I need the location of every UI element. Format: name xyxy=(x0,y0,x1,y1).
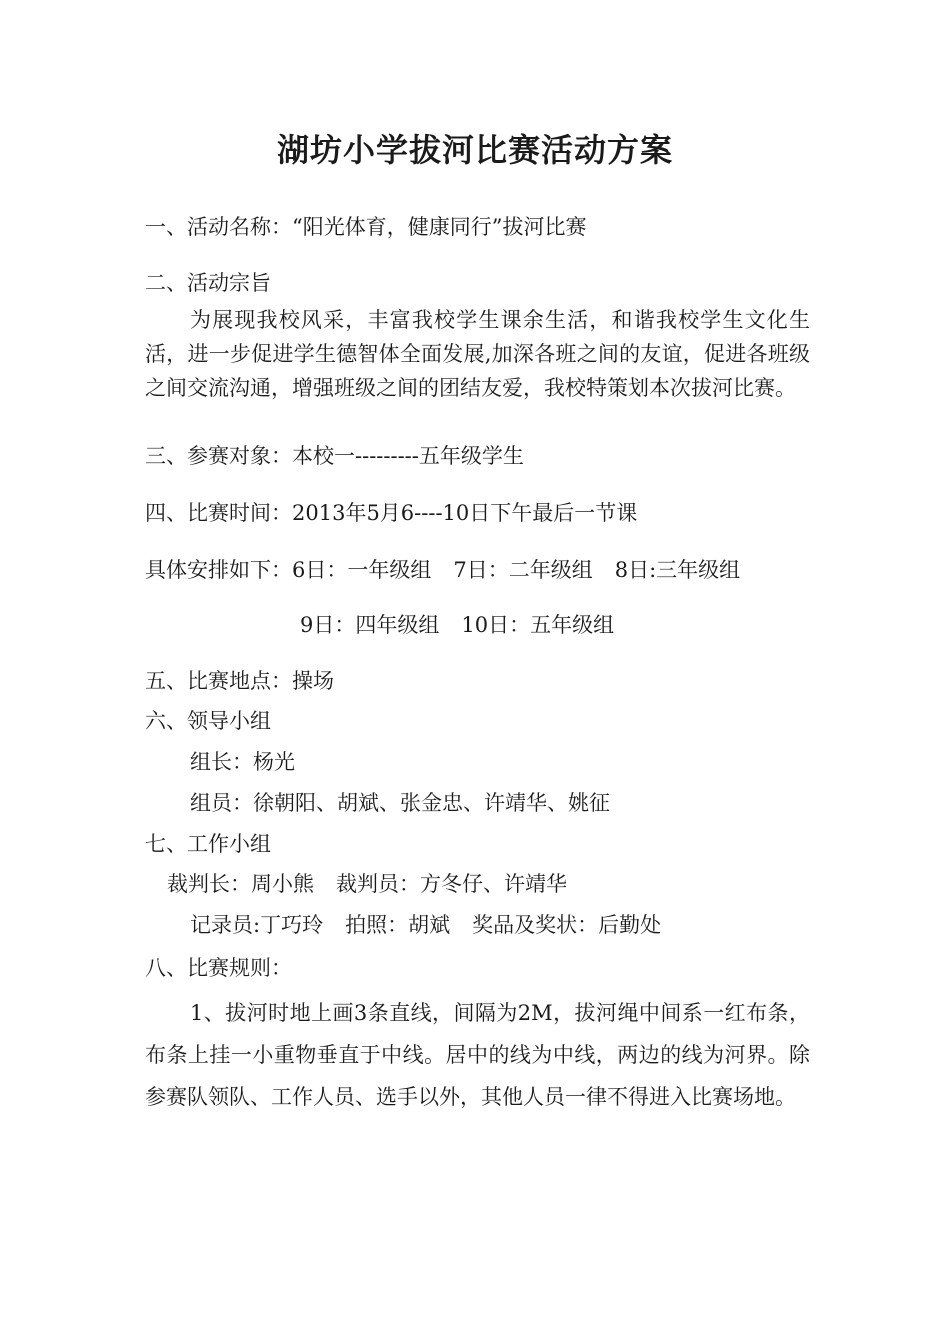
schedule-day6: 6日：一年级组 xyxy=(292,558,432,582)
document-title: 湖坊小学拔河比赛活动方案 xyxy=(276,131,673,169)
schedule-day7: 7日：二年级组 xyxy=(453,558,593,582)
section-leader-heading: 六、领导小组 xyxy=(145,709,271,733)
work-judges-row xyxy=(167,869,567,899)
section-activity-name: 一、活动名称：“阳光体育，健康同行”拔河比赛 xyxy=(145,215,587,239)
section-time: 四、比赛时间：2013年5月6----10日下午最后一节课 xyxy=(145,501,638,525)
section-purpose-heading: 二、活动宗旨 xyxy=(145,271,271,295)
schedule-row-1 xyxy=(145,555,740,585)
section-work-heading: 七、工作小组 xyxy=(145,832,271,856)
section-participants: 三、参赛对象：本校一---------五年级学生 xyxy=(145,444,524,468)
work-staff-row xyxy=(190,910,661,940)
section-venue: 五、比赛地点：操场 xyxy=(145,669,334,693)
rules-text: 1、拔河时地上画3条直线，间隔为2M，拔河绳中间系一红布条，布条上挂一小重物垂直于中线。居中的线为中线，两边的线为河界。除参赛队领队、工作人员、选手以外，其他人员一律不得进入比赛场地。 xyxy=(145,1001,810,1109)
recorder: 记录员:丁巧玲 xyxy=(190,913,324,937)
judges: 裁判员：方冬仔、许靖华 xyxy=(336,872,567,896)
prizes: 奖品及奖状：后勤处 xyxy=(472,913,662,937)
schedule-label: 具体安排如下： xyxy=(145,558,292,582)
leader-head: 组长：杨光 xyxy=(190,750,295,774)
section-rules-heading: 八、比赛规则： xyxy=(145,956,292,980)
schedule-day9: 9日：四年级组 xyxy=(300,613,440,637)
chief-judge: 裁判长：周小熊 xyxy=(167,872,314,896)
leader-members: 组员：徐朝阳、胡斌、张金忠、许靖华、姚征 xyxy=(190,791,610,815)
schedule-day10: 10日：五年级组 xyxy=(461,613,615,637)
schedule-row-2 xyxy=(300,610,614,640)
schedule-day8: 8日:三年级组 xyxy=(614,558,741,582)
section-purpose-text: 为展现我校风采，丰富我校学生课余生活，和谐我校学生文化生活，进一步促进学生德智体全面发展,加深各班之间的友谊，促进各班级之间交流沟通，增强班级之间的团结友爱，我校特策划本次拔河比赛。 xyxy=(145,308,810,400)
photographer: 拍照：胡斌 xyxy=(345,913,451,937)
